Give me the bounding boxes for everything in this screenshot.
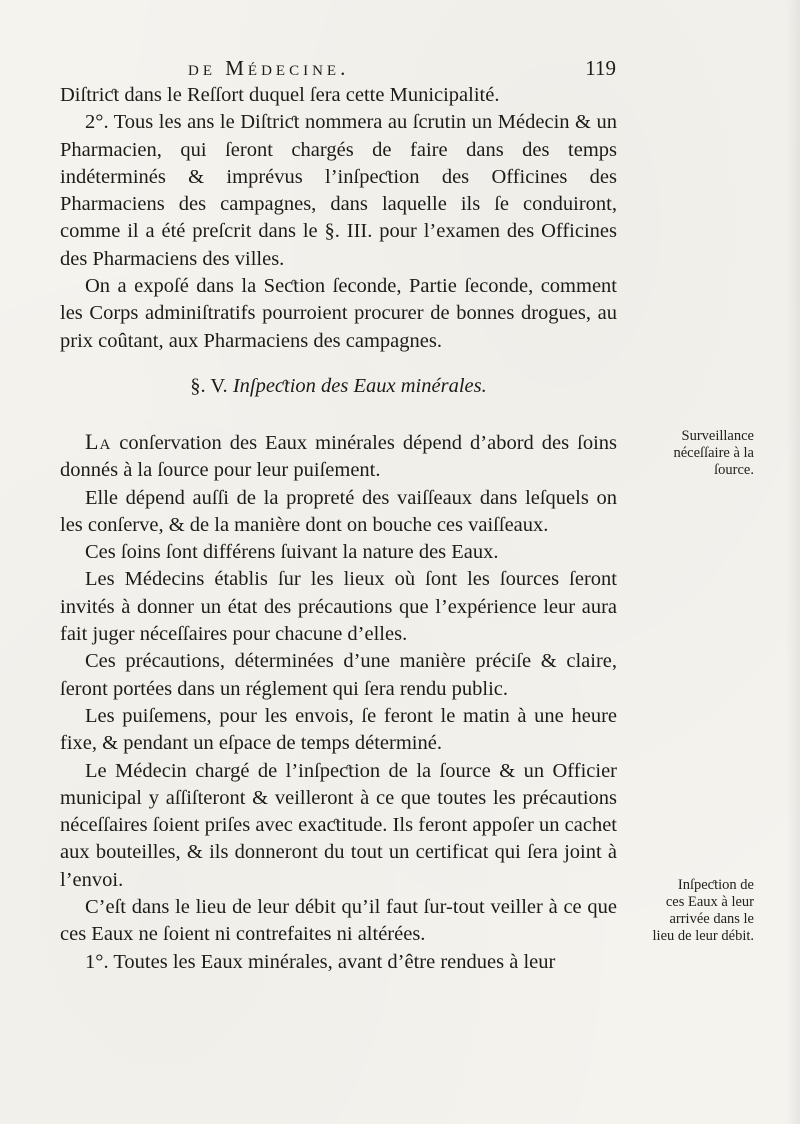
paragraph: Les Médecins établis ſur les lieux où ſont les ſources ſeront invités à donner un état des précautions que l’expérience leur aura fait juger néceſſaires pour chacune d’elles. [60, 568, 617, 646]
paragraph: Ces précautions, déterminées d’une manière préciſe & claire, ſeront portées dans un réglement qui ſera rendu public. [60, 650, 617, 700]
page-number: 119 [585, 56, 616, 80]
section-number: §. V. [190, 375, 228, 397]
opening-paragraph [60, 428, 617, 485]
body-text-block [60, 428, 617, 976]
margin-note-surveillance [622, 428, 754, 479]
paragraph: Les puiſemens, pour les envois, ſe feront le matin à une heure fixe, & pendant un eſpace de temps déterminé. [60, 704, 617, 755]
paragraph: 2°. Tous les ans le Diſtriƈt nommera au ſcrutin un Médecin & un Pharmacien, qui ſeront chargés de faire dans des temps indéterminés & imprévus l’inſpeƈtion des Officines des Pharmaciens des campagnes, dans laquelle ils ſe conduiront, comme il a été preſcrit dans le §. III. pour l’examen des Officines des Pharmaciens des villes. [60, 111, 617, 270]
paragraph: C’eſt dans le lieu de leur débit qu’il faut ſur-tout veiller à ce que ces Eaux ne ſoient ni contrefaites ni altérées. [60, 896, 617, 946]
margin-note-line: Surveillance [681, 428, 754, 444]
margin-note-line: arrivée dans le [669, 911, 754, 927]
margin-note-line: Inſpeƈtion de [677, 877, 754, 893]
paragraph: Ces ſoins ſont différens ſuivant la nature des Eaux. [85, 541, 499, 564]
margin-note-line: ces Eaux à leur [665, 894, 754, 910]
margin-note-line: néceſſaire à la [673, 445, 754, 461]
section-title: Inſpeƈtion des Eaux minérales. [232, 375, 487, 397]
paragraph: Le Médecin chargé de l’inſpeƈtion de la ſource & un Officier municipal y aſſiſteront & veilleront à ce que toutes les précautions néceſſaires ſoient priſes avec exaƈtitude. Ils feront appoſer un cachet aux bouteilles, & ils donneront du tout un certificat qui ſera joint à l’envoi. [60, 759, 617, 891]
margin-note-inspection [622, 877, 754, 945]
paragraph: 1°. Toutes les Eaux minérales, avant d’être rendues à leur [85, 950, 556, 973]
margin-note-line: lieu de leur débit. [652, 928, 754, 944]
opening-text: conſervation des Eaux minérales dépend d’abord des ſoins donnés à la ſource pour leur puiſement. [60, 432, 617, 482]
paragraph: On a expoſé dans la Seƈtion ſeconde, Partie ſeconde, comment les Corps adminiſtratifs pourroient procurer de bonnes drogues, au prix coûtant, aux Pharmaciens des campagnes. [60, 275, 617, 352]
section-heading [60, 373, 617, 400]
opening-word: La [85, 429, 112, 454]
paragraph-continuation: Diſtriƈt dans le Reſſort duquel ſera cette Municipalité. [60, 84, 500, 106]
running-title: de Médecine. [188, 56, 350, 80]
paragraph: Elle dépend auſſi de la propreté des vaiſſeaux dans leſquels on les conſerve, & de la manière dont on bouche ces vaiſſeaux. [60, 486, 617, 536]
page-edge-shadow [786, 0, 800, 1124]
top-text-block [60, 82, 617, 355]
margin-note-line: ſource. [714, 462, 754, 478]
